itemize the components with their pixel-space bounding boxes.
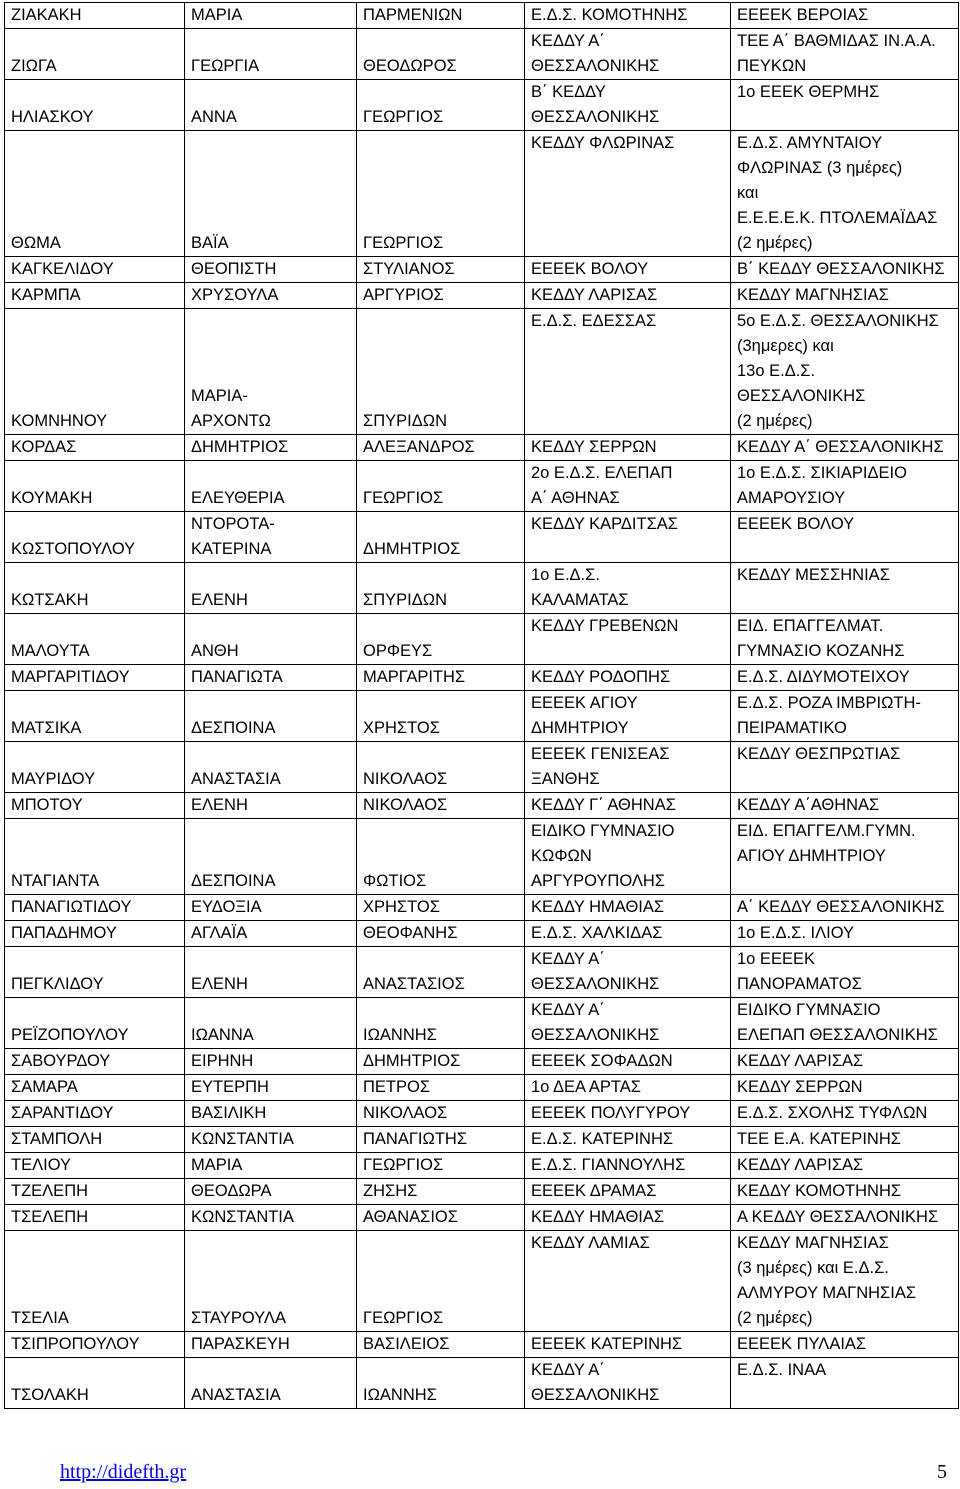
first-name-cell: ΕΛΕΝΗ	[185, 563, 357, 614]
surname-cell: ΜΑΡΓΑΡΙΤΙΔΟΥ	[5, 665, 185, 691]
page-number: 5	[937, 1461, 947, 1483]
destination-unit-cell: ΤΕΕ Α΄ ΒΑΘΜΙΔΑΣ ΙΝ.Α.Α. ΠΕΥΚΩΝ	[731, 29, 959, 80]
first-name-cell: ΑΝΝΑ	[185, 80, 357, 131]
origin-unit-cell: ΚΕΔΔΥ ΣΕΡΡΩΝ	[525, 435, 731, 461]
destination-unit-cell: ΕΙΔΙΚΟ ΓΥΜΝΑΣΙΟ ΕΛΕΠΑΠ ΘΕΣΣΑΛΟΝΙΚΗΣ	[731, 998, 959, 1049]
origin-unit-cell: ΕΕΕΕΚ ΑΓΙΟΥ ΔΗΜΗΤΡΙΟΥ	[525, 691, 731, 742]
origin-unit-cell: ΚΕΔΔΥ ΡΟΔΟΠΗΣ	[525, 665, 731, 691]
destination-unit-cell: ΕΕΕΕΚ ΠΥΛΑΙΑΣ	[731, 1332, 959, 1358]
surname-cell: ΠΕΓΚΛΙΔΟΥ	[5, 947, 185, 998]
first-name-cell: ΚΩΝΣΤΑΝΤΙΑ	[185, 1127, 357, 1153]
first-name-cell: ΑΝΑΣΤΑΣΙΑ	[185, 1358, 357, 1409]
origin-unit-cell: ΚΕΔΔΥ Α΄ ΘΕΣΣΑΛΟΝΙΚΗΣ	[525, 1358, 731, 1409]
father-name-cell: ΣΠΥΡΙΔΩΝ	[357, 309, 525, 435]
origin-unit-cell: ΚΕΔΔΥ ΗΜΑΘΙΑΣ	[525, 1205, 731, 1231]
table-row	[5, 283, 959, 309]
table-row	[5, 614, 959, 665]
footer-website-link[interactable]: http://didefth.gr	[60, 1461, 187, 1483]
first-name-cell: ΝΤΟΡΟΤΑ- ΚΑΤΕΡΙΝΑ	[185, 512, 357, 563]
destination-unit-cell: ΚΕΔΔΥ ΚΟΜΟΤΗΝΗΣ	[731, 1179, 959, 1205]
destination-unit-cell: Ε.Δ.Σ. ΑΜΥΝΤΑΙΟΥ ΦΛΩΡΙΝΑΣ (3 ημέρες) και Ε.Ε.Ε.Ε.Κ. ΠΤΟΛΕΜΑΪΔΑΣ (2 ημέρες)	[731, 131, 959, 257]
surname-cell: ΜΑΥΡΙΔΟΥ	[5, 742, 185, 793]
destination-unit-cell: Β΄ ΚΕΔΔΥ ΘΕΣΣΑΛΟΝΙΚΗΣ	[731, 257, 959, 283]
surname-cell: ΜΑΤΣΙΚΑ	[5, 691, 185, 742]
destination-unit-cell: ΚΕΔΔΥ ΜΑΓΝΗΣΙΑΣ (3 ημέρες) και Ε.Δ.Σ. ΑΛΜΥΡΟΥ ΜΑΓΝΗΣΙΑΣ (2 ημέρες)	[731, 1231, 959, 1332]
origin-unit-cell: ΚΕΔΔΥ ΗΜΑΘΙΑΣ	[525, 895, 731, 921]
father-name-cell: ΑΛΕΞΑΝΔΡΟΣ	[357, 435, 525, 461]
surname-cell: ΚΩΤΣΑΚΗ	[5, 563, 185, 614]
origin-unit-cell: Ε.Δ.Σ. ΧΑΛΚΙΔΑΣ	[525, 921, 731, 947]
father-name-cell: ΣΤΥΛΙΑΝΟΣ	[357, 257, 525, 283]
father-name-cell: ΔΗΜΗΤΡΙΟΣ	[357, 1049, 525, 1075]
origin-unit-cell: Ε.Δ.Σ. ΚΑΤΕΡΙΝΗΣ	[525, 1127, 731, 1153]
father-name-cell: ΣΠΥΡΙΔΩΝ	[357, 563, 525, 614]
first-name-cell: ΑΝΑΣΤΑΣΙΑ	[185, 742, 357, 793]
surname-cell: ΚΟΥΜΑΚΗ	[5, 461, 185, 512]
destination-unit-cell: ΕΙΔ. ΕΠΑΓΓΕΛΜ.ΓΥΜΝ. ΑΓΙΟΥ ΔΗΜΗΤΡΙΟΥ	[731, 819, 959, 895]
father-name-cell: ΙΩΑΝΝΗΣ	[357, 998, 525, 1049]
first-name-cell: ΣΤΑΥΡΟΥΛΑ	[185, 1231, 357, 1332]
first-name-cell: ΜΑΡΙΑ	[185, 1153, 357, 1179]
surname-cell: ΡΕΪΖΟΠΟΥΛΟΥ	[5, 998, 185, 1049]
surname-cell: ΤΖΕΛΕΠΗ	[5, 1179, 185, 1205]
origin-unit-cell: ΕΕΕΕΚ ΣΟΦΑΔΩΝ	[525, 1049, 731, 1075]
destination-unit-cell: 1ο Ε.Δ.Σ. ΙΛΙΟΥ	[731, 921, 959, 947]
first-name-cell: ΓΕΩΡΓΙΑ	[185, 29, 357, 80]
father-name-cell: ΑΡΓΥΡΙΟΣ	[357, 283, 525, 309]
table-row	[5, 1153, 959, 1179]
assignments-table-body	[5, 3, 959, 1409]
destination-unit-cell: ΚΕΔΔΥ ΛΑΡΙΣΑΣ	[731, 1153, 959, 1179]
father-name-cell: ΝΙΚΟΛΑΟΣ	[357, 742, 525, 793]
father-name-cell: ΝΙΚΟΛΑΟΣ	[357, 1101, 525, 1127]
first-name-cell: ΚΩΝΣΤΑΝΤΙΑ	[185, 1205, 357, 1231]
surname-cell: ΖΙΩΓΑ	[5, 29, 185, 80]
father-name-cell: ΘΕΟΦΑΝΗΣ	[357, 921, 525, 947]
table-row	[5, 29, 959, 80]
origin-unit-cell: Β΄ ΚΕΔΔΥ ΘΕΣΣΑΛΟΝΙΚΗΣ	[525, 80, 731, 131]
father-name-cell: ΧΡΗΣΤΟΣ	[357, 895, 525, 921]
surname-cell: ΣΑΒΟΥΡΔΟΥ	[5, 1049, 185, 1075]
surname-cell: ΚΑΓΚΕΛΙΔΟΥ	[5, 257, 185, 283]
first-name-cell: ΘΕΟΠΙΣΤΗ	[185, 257, 357, 283]
destination-unit-cell: Ε.Δ.Σ. ΡΟΖΑ ΙΜΒΡΙΩΤΗ- ΠΕΙΡΑΜΑΤΙΚΟ	[731, 691, 959, 742]
destination-unit-cell: ΚΕΔΔΥ ΛΑΡΙΣΑΣ	[731, 1049, 959, 1075]
table-row	[5, 691, 959, 742]
origin-unit-cell: Ε.Δ.Σ. ΕΔΕΣΣΑΣ	[525, 309, 731, 435]
first-name-cell: ΔΕΣΠΟΙΝΑ	[185, 819, 357, 895]
first-name-cell: ΙΩΑΝΝΑ	[185, 998, 357, 1049]
origin-unit-cell: ΕΕΕΕΚ ΠΟΛΥΓΥΡΟΥ	[525, 1101, 731, 1127]
table-row	[5, 1101, 959, 1127]
origin-unit-cell: ΕΕΕΕΚ ΓΕΝΙΣΕΑΣ ΞΑΝΘΗΣ	[525, 742, 731, 793]
first-name-cell: ΔΗΜΗΤΡΙΟΣ	[185, 435, 357, 461]
first-name-cell: ΕΛΕΝΗ	[185, 947, 357, 998]
surname-cell: ΚΟΜΝΗΝΟΥ	[5, 309, 185, 435]
surname-cell: ΤΕΛΙΟΥ	[5, 1153, 185, 1179]
table-row	[5, 257, 959, 283]
origin-unit-cell: ΕΕΕΕΚ ΒΟΛΟΥ	[525, 257, 731, 283]
origin-unit-cell: ΕΙΔΙΚΟ ΓΥΜΝΑΣΙΟ ΚΩΦΩΝ ΑΡΓΥΡΟΥΠΟΛΗΣ	[525, 819, 731, 895]
destination-unit-cell: Α΄ ΚΕΔΔΥ ΘΕΣΣΑΛΟΝΙΚΗΣ	[731, 895, 959, 921]
surname-cell: ΚΟΡΔΑΣ	[5, 435, 185, 461]
father-name-cell: ΧΡΗΣΤΟΣ	[357, 691, 525, 742]
first-name-cell: ΕΛΕΥΘΕΡΙΑ	[185, 461, 357, 512]
table-row	[5, 1127, 959, 1153]
table-row	[5, 435, 959, 461]
first-name-cell: ΔΕΣΠΟΙΝΑ	[185, 691, 357, 742]
surname-cell: ΚΩΣΤΟΠΟΥΛΟΥ	[5, 512, 185, 563]
table-row	[5, 1179, 959, 1205]
father-name-cell: ΔΗΜΗΤΡΙΟΣ	[357, 512, 525, 563]
surname-cell: ΝΤΑΓΙΑΝΤΑ	[5, 819, 185, 895]
first-name-cell: ΜΑΡΙΑ	[185, 3, 357, 29]
origin-unit-cell: ΚΕΔΔΥ ΚΑΡΔΙΤΣΑΣ	[525, 512, 731, 563]
destination-unit-cell: ΤΕΕ Ε.Α. ΚΑΤΕΡΙΝΗΣ	[731, 1127, 959, 1153]
father-name-cell: ΓΕΩΡΓΙΟΣ	[357, 461, 525, 512]
surname-cell: ΜΠΟΤΟΥ	[5, 793, 185, 819]
surname-cell: ΤΣΕΛΕΠΗ	[5, 1205, 185, 1231]
table-row	[5, 665, 959, 691]
surname-cell: ΠΑΝΑΓΙΩΤΙΔΟΥ	[5, 895, 185, 921]
surname-cell: ΠΑΠΑΔΗΜΟΥ	[5, 921, 185, 947]
first-name-cell: ΑΝΘΗ	[185, 614, 357, 665]
origin-unit-cell: 1ο Ε.Δ.Σ. ΚΑΛΑΜΑΤΑΣ	[525, 563, 731, 614]
destination-unit-cell: ΚΕΔΔΥ ΘΕΣΠΡΩΤΙΑΣ	[731, 742, 959, 793]
origin-unit-cell: ΚΕΔΔΥ Α΄ ΘΕΣΣΑΛΟΝΙΚΗΣ	[525, 947, 731, 998]
destination-unit-cell: Ε.Δ.Σ. ΔΙΔΥΜΟΤΕΙΧΟΥ	[731, 665, 959, 691]
origin-unit-cell: Ε.Δ.Σ. ΓΙΑΝΝΟΥΛΗΣ	[525, 1153, 731, 1179]
table-row	[5, 512, 959, 563]
surname-cell: ΗΛΙΑΣΚΟΥ	[5, 80, 185, 131]
table-row	[5, 461, 959, 512]
destination-unit-cell: Ε.Δ.Σ. ΙΝΑΑ	[731, 1358, 959, 1409]
destination-unit-cell: ΕΕΕΕΚ ΒΟΛΟΥ	[731, 512, 959, 563]
father-name-cell: ΖΗΣΗΣ	[357, 1179, 525, 1205]
table-row	[5, 563, 959, 614]
first-name-cell: ΕΛΕΝΗ	[185, 793, 357, 819]
first-name-cell: ΜΑΡΙΑ- ΑΡΧΟΝΤΩ	[185, 309, 357, 435]
first-name-cell: ΕΙΡΗΝΗ	[185, 1049, 357, 1075]
surname-cell: ΤΣΙΠΡΟΠΟΥΛΟΥ	[5, 1332, 185, 1358]
surname-cell: ΤΣΕΛΙΑ	[5, 1231, 185, 1332]
surname-cell: ΖΙΑΚΑΚΗ	[5, 3, 185, 29]
destination-unit-cell: 5ο Ε.Δ.Σ. ΘΕΣΣΑΛΟΝΙΚΗΣ (3ημερες) και 13ο Ε.Δ.Σ. ΘΕΣΣΑΛΟΝΙΚΗΣ (2 ημέρες)	[731, 309, 959, 435]
table-row	[5, 742, 959, 793]
father-name-cell: ΝΙΚΟΛΑΟΣ	[357, 793, 525, 819]
first-name-cell: ΘΕΟΔΩΡΑ	[185, 1179, 357, 1205]
table-row	[5, 1231, 959, 1332]
first-name-cell: ΕΥΔΟΞΙΑ	[185, 895, 357, 921]
origin-unit-cell: Ε.Δ.Σ. ΚΟΜΟΤΗΝΗΣ	[525, 3, 731, 29]
origin-unit-cell: ΚΕΔΔΥ ΛΑΜΙΑΣ	[525, 1231, 731, 1332]
table-row	[5, 793, 959, 819]
destination-unit-cell: ΚΕΔΔΥ ΜΑΓΝΗΣΙΑΣ	[731, 283, 959, 309]
destination-unit-cell: Α ΚΕΔΔΥ ΘΕΣΣΑΛΟΝΙΚΗΣ	[731, 1205, 959, 1231]
surname-cell: ΤΣΟΛΑΚΗ	[5, 1358, 185, 1409]
father-name-cell: ΠΕΤΡΟΣ	[357, 1075, 525, 1101]
first-name-cell: ΠΑΡΑΣΚΕΥΗ	[185, 1332, 357, 1358]
first-name-cell: ΒΑΣΙΛΙΚΗ	[185, 1101, 357, 1127]
origin-unit-cell: ΕΕΕΕΚ ΔΡΑΜΑΣ	[525, 1179, 731, 1205]
father-name-cell: ΓΕΩΡΓΙΟΣ	[357, 131, 525, 257]
first-name-cell: ΧΡΥΣΟΥΛΑ	[185, 283, 357, 309]
origin-unit-cell: 1ο ΔΕΑ ΑΡΤΑΣ	[525, 1075, 731, 1101]
table-row	[5, 1358, 959, 1409]
surname-cell: ΣΑΜΑΡΑ	[5, 1075, 185, 1101]
origin-unit-cell: ΕΕΕΕΚ ΚΑΤΕΡΙΝΗΣ	[525, 1332, 731, 1358]
destination-unit-cell: Ε.Δ.Σ. ΣΧΟΛΗΣ ΤΥΦΛΩΝ	[731, 1101, 959, 1127]
father-name-cell: ΑΘΑΝΑΣΙΟΣ	[357, 1205, 525, 1231]
father-name-cell: ΑΝΑΣΤΑΣΙΟΣ	[357, 947, 525, 998]
father-name-cell: ΓΕΩΡΓΙΟΣ	[357, 80, 525, 131]
destination-unit-cell: ΚΕΔΔΥ ΣΕΡΡΩΝ	[731, 1075, 959, 1101]
surname-cell: ΜΑΛΟΥΤΑ	[5, 614, 185, 665]
father-name-cell: ΓΕΩΡΓΙΟΣ	[357, 1153, 525, 1179]
father-name-cell: ΦΩΤΙΟΣ	[357, 819, 525, 895]
origin-unit-cell: ΚΕΔΔΥ Α΄ ΘΕΣΣΑΛΟΝΙΚΗΣ	[525, 998, 731, 1049]
first-name-cell: ΠΑΝΑΓΙΩΤΑ	[185, 665, 357, 691]
table-row	[5, 80, 959, 131]
surname-cell: ΣΑΡΑΝΤΙΔΟΥ	[5, 1101, 185, 1127]
origin-unit-cell: ΚΕΔΔΥ ΦΛΩΡΙΝΑΣ	[525, 131, 731, 257]
destination-unit-cell: 1ο ΕΕΕΚ ΘΕΡΜΗΣ	[731, 80, 959, 131]
father-name-cell: ΒΑΣΙΛΕΙΟΣ	[357, 1332, 525, 1358]
surname-cell: ΚΑΡΜΠΑ	[5, 283, 185, 309]
destination-unit-cell: ΚΕΔΔΥ ΜΕΣΣΗΝΙΑΣ	[731, 563, 959, 614]
table-row	[5, 309, 959, 435]
first-name-cell: ΕΥΤΕΡΠΗ	[185, 1075, 357, 1101]
father-name-cell: ΠΑΡΜΕΝΙΩΝ	[357, 3, 525, 29]
origin-unit-cell: ΚΕΔΔΥ Γ΄ ΑΘΗΝΑΣ	[525, 793, 731, 819]
surname-cell: ΘΩΜΑ	[5, 131, 185, 257]
origin-unit-cell: ΚΕΔΔΥ ΓΡΕΒΕΝΩΝ	[525, 614, 731, 665]
destination-unit-cell: 1ο ΕΕΕΕΚ ΠΑΝΟΡΑΜΑΤΟΣ	[731, 947, 959, 998]
father-name-cell: ΘΕΟΔΩΡΟΣ	[357, 29, 525, 80]
destination-unit-cell: ΚΕΔΔΥ Α΄ΑΘΗΝΑΣ	[731, 793, 959, 819]
table-row	[5, 1075, 959, 1101]
first-name-cell: ΒΑΪΑ	[185, 131, 357, 257]
destination-unit-cell: ΕΙΔ. ΕΠΑΓΓΕΛΜΑΤ. ΓΥΜΝΑΣΙΟ ΚΟΖΑΝΗΣ	[731, 614, 959, 665]
table-row	[5, 819, 959, 895]
table-row	[5, 1049, 959, 1075]
table-row	[5, 1332, 959, 1358]
table-row	[5, 998, 959, 1049]
origin-unit-cell: 2ο Ε.Δ.Σ. ΕΛΕΠΑΠ Α΄ ΑΘΗΝΑΣ	[525, 461, 731, 512]
table-row	[5, 895, 959, 921]
table-row	[5, 131, 959, 257]
origin-unit-cell: ΚΕΔΔΥ Α΄ ΘΕΣΣΑΛΟΝΙΚΗΣ	[525, 29, 731, 80]
destination-unit-cell: ΚΕΔΔΥ Α΄ ΘΕΣΣΑΛΟΝΙΚΗΣ	[731, 435, 959, 461]
origin-unit-cell: ΚΕΔΔΥ ΛΑΡΙΣΑΣ	[525, 283, 731, 309]
father-name-cell: ΓΕΩΡΓΙΟΣ	[357, 1231, 525, 1332]
table-row	[5, 3, 959, 29]
table-row	[5, 947, 959, 998]
destination-unit-cell: 1ο Ε.Δ.Σ. ΣΙΚΙΑΡΙΔΕΙΟ ΑΜΑΡΟΥΣΙΟΥ	[731, 461, 959, 512]
father-name-cell: ΙΩΑΝΝΗΣ	[357, 1358, 525, 1409]
first-name-cell: ΑΓΛΑΪΑ	[185, 921, 357, 947]
father-name-cell: ΟΡΦΕΥΣ	[357, 614, 525, 665]
destination-unit-cell: ΕΕΕΕΚ ΒΕΡΟΙΑΣ	[731, 3, 959, 29]
table-row	[5, 1205, 959, 1231]
father-name-cell: ΜΑΡΓΑΡΙΤΗΣ	[357, 665, 525, 691]
table-row	[5, 921, 959, 947]
assignments-table	[4, 2, 959, 1409]
father-name-cell: ΠΑΝΑΓΙΩΤΗΣ	[357, 1127, 525, 1153]
surname-cell: ΣΤΑΜΠΟΛΗ	[5, 1127, 185, 1153]
